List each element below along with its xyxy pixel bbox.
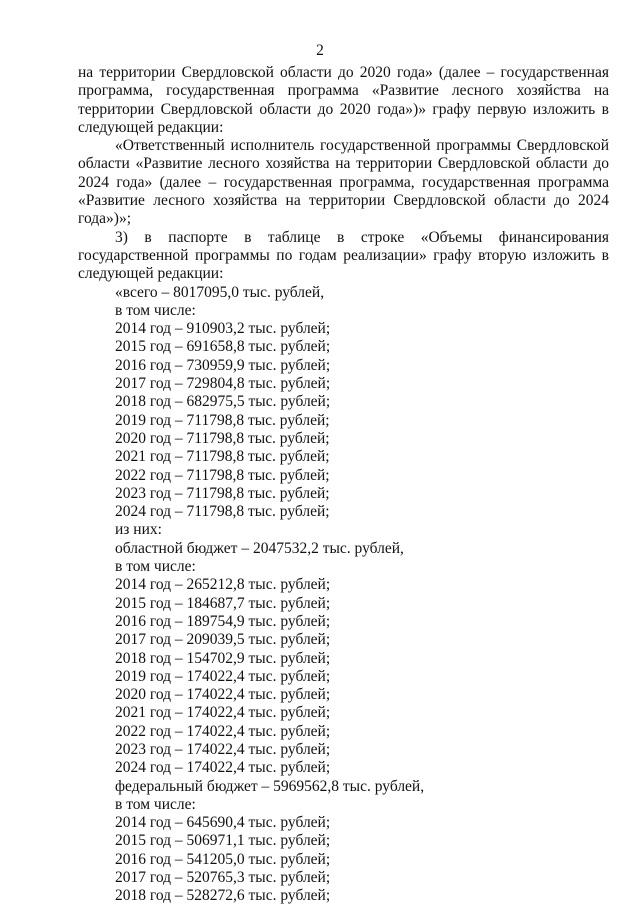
page-number: 2 (316, 42, 324, 59)
list-item: 2016 год – 189754,9 тыс. рублей; (115, 612, 331, 630)
document-body (78, 64, 609, 906)
list-item-federal-budget: федеральный бюджет – 5969562,8 тыс. рублей, (115, 777, 425, 795)
list-item: 2015 год – 691658,8 тыс. рублей; (115, 338, 331, 356)
list-item: 2022 год – 711798,8 тыс. рублей; (115, 466, 330, 484)
list-item: в том числе: (115, 301, 196, 319)
list-item: 2022 год – 174022,4 тыс. рублей; (115, 722, 331, 740)
list-item: 2015 год – 184687,7 тыс. рублей; (115, 594, 331, 612)
list-item-total: «всего – 8017095,0 тыс. рублей, (115, 283, 325, 301)
list-item: 2024 год – 711798,8 тыс. рублей; (115, 503, 330, 521)
list-item: из них: (115, 521, 162, 539)
list-item: 2019 год – 711798,8 тыс. рублей; (115, 411, 330, 429)
list-item: в том числе: (115, 795, 196, 813)
list-item: 2017 год – 520765,3 тыс. рублей; (115, 869, 331, 887)
list-item: 2021 год – 711798,8 тыс. рублей; (115, 448, 330, 466)
list-item: 2023 год – 711798,8 тыс. рублей; (115, 484, 330, 502)
list-item: 2016 год – 541205,0 тыс. рублей; (115, 850, 331, 868)
list-item: 2015 год – 506971,1 тыс. рублей; (115, 832, 331, 850)
list-item: 2014 год – 265212,8 тыс. рублей; (115, 576, 331, 594)
list-item: 2014 год – 645690,4 тыс. рублей; (115, 814, 331, 832)
list-item: 2020 год – 174022,4 тыс. рублей; (115, 686, 331, 704)
list-item: 2016 год – 730959,9 тыс. рублей; (115, 356, 331, 374)
list-item: 2021 год – 174022,4 тыс. рублей; (115, 704, 331, 722)
paragraph-3: 3) в паспорте в таблице в строке «Объемы финансирования государственной программы по годам реализации» графу вторую изложить в следующей редакции: (78, 228, 609, 283)
list-item: в том числе: (115, 558, 196, 576)
list-item: 2017 год – 729804,8 тыс. рублей; (115, 375, 331, 393)
list-item: 2017 год – 209039,5 тыс. рублей; (115, 631, 331, 649)
list-item: 2014 год – 910903,2 тыс. рублей; (115, 320, 331, 338)
list-item: 2019 год – 174022,4 тыс. рублей; (115, 667, 331, 685)
list-item: 2024 год – 174022,4 тыс. рублей; (115, 759, 331, 777)
list-item-regional-budget: областной бюджет – 2047532,2 тыс. рублей, (115, 539, 404, 557)
list-item: 2018 год – 528272,6 тыс. рублей; (115, 887, 331, 905)
list-item: 2023 год – 174022,4 тыс. рублей; (115, 740, 331, 758)
list-item: 2018 год – 154702,9 тыс. рублей; (115, 649, 331, 667)
financing-list (78, 284, 609, 906)
paragraph-2: «Ответственный исполнитель государственной программы Свердловской области «Развитие лесного хозяйства на территории Свердловской области до 2024 года» (далее – государственная программа, государственная программа «Развитие лесного хозяйства на территории Свердловской области до 2024 года»)»; (78, 137, 609, 228)
paragraph-1: на территории Свердловской области до 2020 года» (далее – государственная программа, государственная программа «Развитие лесного хозяйства на территории Свердловской области до 2020 года»)» графу первую изложить в следующей редакции: (78, 64, 609, 136)
list-item: 2020 год – 711798,8 тыс. рублей; (115, 429, 330, 447)
list-item: 2018 год – 682975,5 тыс. рублей; (115, 393, 331, 411)
